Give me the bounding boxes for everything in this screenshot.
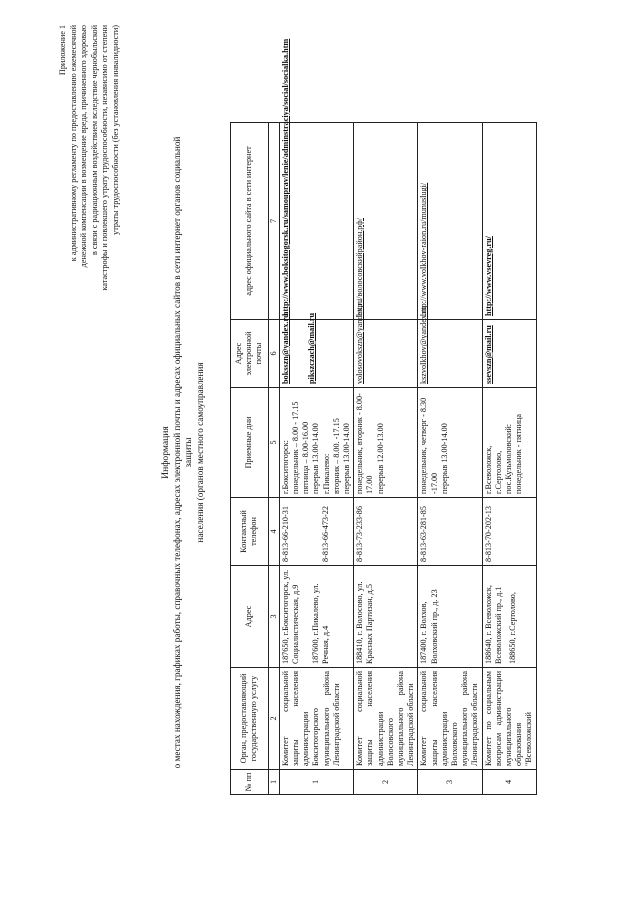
email-link[interactable]: boksszn@yandex.ru	[280, 313, 290, 384]
row-number: 3	[418, 770, 482, 795]
phone-cell	[482, 498, 536, 566]
document-title	[160, 0, 206, 905]
days-line: г.Бокситогорск:	[280, 440, 290, 494]
site-link[interactable]: http://www.boksitogorsk.ru/samouprav/lenie/adminstraciya/social/socialka.htm	[280, 38, 290, 316]
col-number: 4	[268, 498, 279, 566]
appendix-header	[58, 25, 122, 295]
email-link[interactable]: ssevszn@mail.ru	[483, 325, 493, 384]
email-link[interactable]: pikszczach@mail.ru	[307, 312, 317, 384]
email-cell	[279, 312, 353, 388]
site-cell	[354, 123, 418, 320]
site-link[interactable]: http://www.vsevreg.ru/	[483, 236, 493, 316]
reception-days-cell	[482, 388, 536, 498]
row-number: 2	[354, 770, 418, 795]
phone-line: 8-813-70-202-13	[483, 506, 493, 562]
appendix-line-2: денежной компенсации в возмещение вреда, причиненного здоровью	[79, 25, 89, 268]
days-line: г.Сертолово,	[493, 450, 503, 494]
address-line: 187400, г. Волхов, Волховский пр., д. 23	[419, 589, 439, 664]
col-number: 1	[268, 770, 279, 795]
col-header-phone: Контактный телефон	[231, 498, 269, 566]
table-row	[482, 123, 536, 795]
organs-table	[230, 38, 537, 795]
col-header-num: № пп	[231, 770, 269, 795]
address-line: 188640, г. Всеволожск, Всеволожский пр., д.1	[483, 585, 503, 664]
col-number: 6	[268, 320, 279, 388]
address-cell	[279, 566, 353, 668]
title-subtitle	[172, 123, 207, 783]
days-line: г.Пикалево:	[321, 453, 331, 494]
title-line-1: о местах нахождения, графиках работы, справочных телефонах, адресах электронной почты и адресах официальных сайтов в сети интернет органов социальной защиты	[171, 136, 193, 769]
days-line: понедельник, четверг - 8.30 -17.00	[419, 397, 439, 494]
site-cell	[418, 123, 482, 320]
site-link[interactable]: http://волосовскийрайон.рф/	[355, 218, 365, 316]
email-cell	[354, 298, 418, 388]
appendix-line-4: катастрофы и повлекшего утрату трудоспособности, независимо от степени	[100, 25, 110, 291]
phone-cell	[354, 498, 418, 566]
days-line: перерыв 13.00-14.00	[311, 423, 321, 494]
col-header-site: адрес официального сайта в сети интернет	[231, 123, 269, 320]
col-header-days: Приемные дни	[231, 388, 269, 498]
site-cell	[482, 123, 536, 320]
address-cell	[418, 566, 482, 668]
col-number: 3	[268, 566, 279, 668]
days-line: пос.Кузьмоловский: понедельник - пятница	[504, 413, 524, 494]
address-line: 187650, г.Бокситогорск, ул. Социалистическая, д.9	[280, 569, 301, 664]
col-number: 2	[268, 668, 279, 770]
address-line: 188410, г. Волосово, ул. Красных Партизан, д.5	[355, 581, 375, 664]
appendix-line-5: утраты трудоспособности (без установления инвалидности)	[110, 25, 120, 235]
address-line: 187600, г.Пикалево, ул. Речная, д.4	[311, 583, 331, 664]
email-cell	[418, 306, 482, 388]
days-line: понедельник – 8.00 - 17.15 пятница – 8.00-16.00	[291, 401, 311, 494]
address-cell	[482, 566, 536, 668]
email-cell	[482, 320, 536, 388]
days-line: перерыв 13.00-14.00	[439, 423, 449, 494]
row-number: 4	[482, 770, 536, 795]
phone-cell	[418, 498, 482, 566]
col-header-address: Адрес	[231, 566, 269, 668]
reception-days-cell	[279, 388, 353, 498]
col-number: 5	[268, 388, 279, 498]
reception-days-cell	[354, 388, 418, 498]
days-line: понедельник, вторник - 8.00-17.00	[355, 393, 375, 494]
email-link[interactable]: kszvolkhov@yandex.ru	[419, 306, 429, 384]
table-row	[418, 123, 482, 795]
phone-line: 8-813-66-473-22	[321, 506, 331, 562]
appendix-line-3: в связи с радиационным воздействием вследствие чернобыльской	[89, 25, 99, 256]
title-line-2: населения (органов местного самоуправления	[194, 362, 205, 543]
organ-name: Комитет социальной защиты населения администрации Бокситогорского муниципального района Ленинградской области	[279, 668, 353, 770]
appendix-label: Приложение 1	[58, 25, 67, 76]
col-number: 7	[268, 123, 279, 320]
days-line: г.Всеволожск,	[483, 445, 493, 494]
row-number: 1	[279, 770, 353, 795]
table-row	[354, 123, 418, 795]
title-heading: Информация	[160, 426, 171, 479]
phone-line: 8-813-66-210-31	[280, 506, 290, 562]
phone-cell	[279, 498, 353, 566]
table-header-row	[231, 123, 269, 795]
address-cell	[354, 566, 418, 668]
site-cell	[279, 38, 353, 320]
table-row	[279, 123, 353, 795]
days-line: перерыв 12.00-13.00	[375, 423, 385, 494]
days-line: вторник – 8.00. -17.15	[331, 418, 341, 494]
col-header-organ: Орган, предоставляющий государственную услугу	[231, 668, 269, 770]
organ-name: Комитет социальной защиты населения администрации Волховского муниципального района Ленинградской области	[418, 668, 482, 770]
col-header-email: Адрес электронной почты	[231, 320, 269, 388]
phone-line: 8-813-63-281-85	[419, 506, 429, 562]
days-line: перерыв 13.00-14.00	[342, 423, 352, 494]
reception-days-cell	[418, 388, 482, 498]
phone-line: 8-813-73-233-86	[355, 506, 365, 562]
appendix-line-1: к административному регламенту по предоставлению ежемесячной	[68, 25, 78, 262]
email-link[interactable]: volosovokszn@yandex.ru	[355, 298, 365, 384]
address-line: 188650, г.Сертолово,	[508, 592, 518, 664]
organ-name: Комитет по социальным вопросам администрации муниципального образования "Всеволожский	[482, 668, 536, 770]
organ-name: Комитет социальной защиты населения администрации Волосовского муниципального района Ленинградской области	[354, 668, 418, 770]
table-column-numbers-row	[268, 123, 279, 795]
site-link[interactable]: http://www.volkhov-raion.ru/munuslugi/	[419, 182, 429, 316]
